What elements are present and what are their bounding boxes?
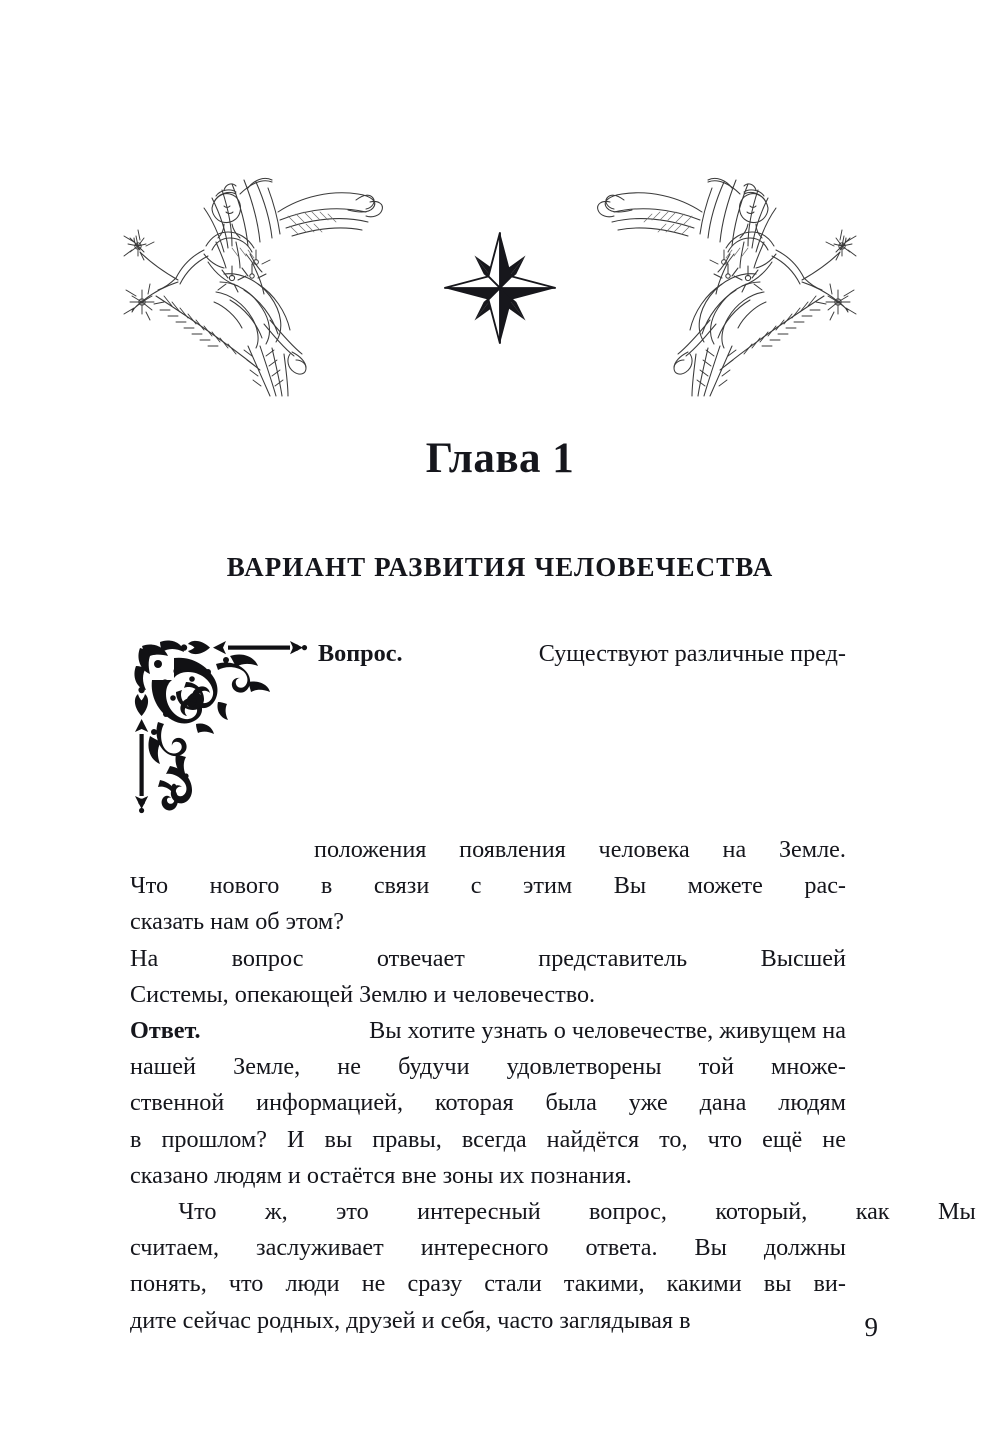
answer-label: Ответ.	[130, 1017, 201, 1045]
text-line: положения появления человека на Земле.	[314, 836, 846, 863]
section-title: ВАРИАНТ РАЗВИТИЯ ЧЕЛОВЕЧЕСТВА	[226, 552, 774, 582]
paragraph-answer	[130, 1013, 846, 1194]
body-text-block	[130, 636, 976, 1339]
line-text: Существуют различные пред-	[538, 640, 846, 667]
chapter-title: Глава 1	[425, 435, 575, 482]
line-text: Вы хотите узнать о человечестве, живущем на	[369, 1017, 846, 1045]
text-line	[318, 636, 846, 672]
question-label: Вопрос.	[318, 640, 403, 667]
text-line: Что ж, это интересный вопрос, который, как Мы	[178, 1198, 976, 1226]
paragraph-intro	[130, 941, 846, 1013]
baroque-corner-flourish-ornament	[130, 636, 308, 832]
text-line: сказать нам об этом?	[130, 908, 344, 936]
text-line: ственной информацией, которая была уже дана людям	[130, 1089, 846, 1117]
text-line: нашей Земле, не будучи удовлетворены той множе-	[130, 1053, 846, 1081]
text-line: считаем, заслуживает интересного ответа. Вы должны	[130, 1234, 846, 1262]
text-line: Что нового в связи с этим Вы можете рас-	[130, 872, 846, 900]
text-line: На вопрос отвечает представитель Высшей	[130, 944, 846, 972]
text-line: Системы, опекающей Землю и человечество.	[130, 980, 596, 1008]
text-line: сказано людям и остаётся вне зоны их познания.	[130, 1161, 632, 1189]
text-line	[130, 1013, 846, 1049]
paragraph-continuation	[130, 1194, 976, 1339]
text-line: в прошлом? И вы правы, всегда найдётся то, что ещё не	[130, 1125, 846, 1153]
header-ornament-band	[0, 150, 1000, 400]
text-line: дите сейчас родных, друзей и себя, часто заглядывая в	[130, 1306, 691, 1334]
page-number: 9	[864, 1312, 878, 1342]
eight-pointed-compass-star-icon	[442, 230, 558, 346]
winged-figure-engraving-left	[120, 150, 400, 400]
text-line: понять, что люди не сразу стали такими, какими вы ви-	[130, 1270, 846, 1298]
winged-figure-engraving-right	[580, 150, 860, 400]
